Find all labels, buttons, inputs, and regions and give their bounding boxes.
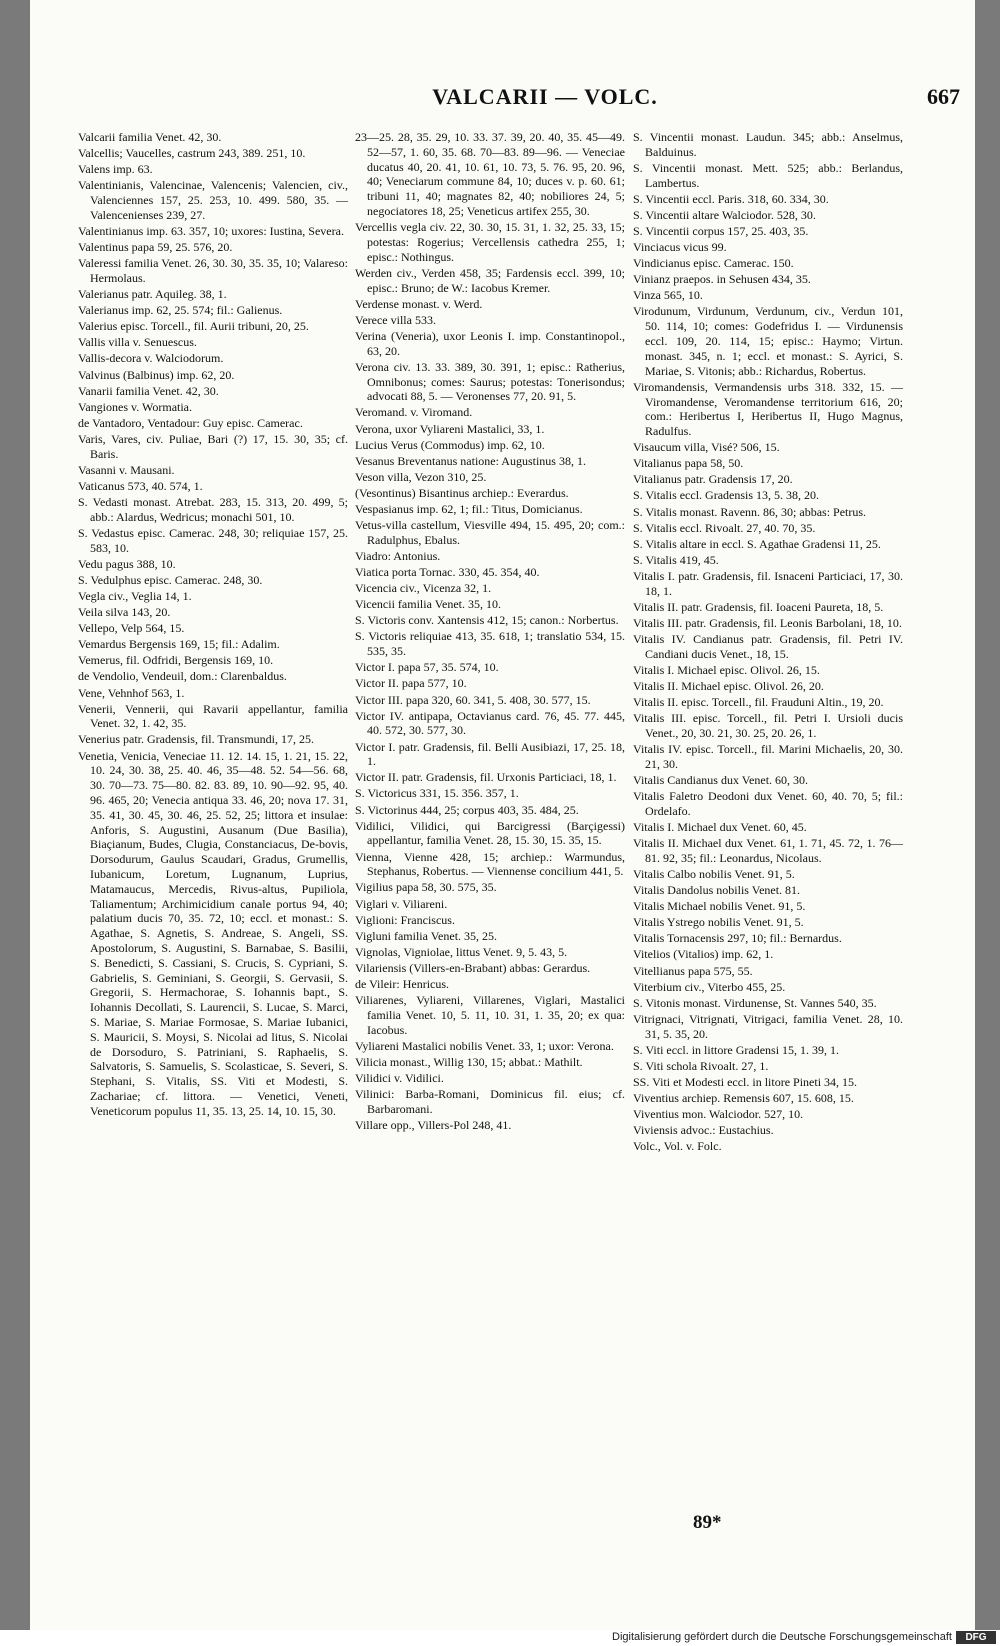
index-entry: Vilariensis (Villers-en-Brabant) abbas: Gerardus. [355, 960, 591, 975]
index-entry: Vilidici v. Vidilici. [355, 1070, 444, 1085]
index-entry: Verdense monast. v. Werd. [355, 296, 483, 311]
index-entry: S. Vitalis 419, 45. [633, 552, 719, 567]
index-entry: Valens imp. 63. [78, 162, 153, 177]
index-entry: Vitalis Ystrego nobilis Venet. 91, 5. [633, 915, 804, 930]
index-entry: Vitalis Michael nobilis Venet. 91, 5. [633, 899, 806, 914]
index-entry: Veson villa, Vezon 310, 25. [355, 469, 487, 484]
index-entry: Vitellianus papa 575, 55. [633, 963, 753, 978]
index-entry: S. Vincentii corpus 157, 25. 403, 35. [633, 223, 809, 238]
index-entry: Valvinus (Balbinus) imp. 62, 20. [78, 367, 235, 382]
index-entry: Viliarenes, Vyliareni, Villarenes, Viglari, Mastalici familia Venet. 10, 5. 11, 10. 31, 1. 35, 20; ex qua: Iacobus. [355, 993, 625, 1037]
index-entry: Vitalis Tornacensis 297, 10; fil.: Bernardus. [633, 931, 842, 946]
index-entry: Volc., Vol. v. Folc. [633, 1139, 722, 1154]
index-entry: Vinianz praepos. in Sehusen 434, 35. [633, 272, 811, 287]
index-entry: Vitalianus patr. Gradensis 17, 20. [633, 472, 793, 487]
signature-mark: 89* [693, 1512, 722, 1533]
index-entry: Vilinici: Barba-Romani, Dominicus fil. eius; cf. Barbaromani. [355, 1087, 625, 1116]
index-entry: Vicencii familia Venet. 35, 10. [355, 597, 502, 612]
running-title: VALCARII — VOLC. [432, 84, 658, 109]
index-entry: Valerianus patr. Aquileg. 38, 1. [78, 287, 227, 302]
index-entry: S. Vitalis monast. Ravenn. 86, 30; abbas: Petrus. [633, 504, 867, 519]
index-entry: Vinza 565, 10. [633, 288, 703, 303]
index-entry: Valerianus imp. 62, 25. 574; fil.: Galienus. [78, 303, 283, 318]
index-entry: Valentinianus imp. 63. 357, 10; uxores: Iustina, Severa. [78, 223, 344, 238]
index-column-right [633, 130, 903, 1155]
index-entry: Veila silva 143, 20. [78, 605, 171, 620]
index-entry: Vitalis Dandolus nobilis Venet. 81. [633, 883, 801, 898]
index-entry: Victor II. papa 577, 10. [355, 676, 467, 691]
index-entry: Viviensis advoc.: Eustachius. [633, 1123, 774, 1138]
index-entry: S. Vitonis monast. Virdunense, St. Vannes 540, 35. [633, 995, 877, 1010]
index-entry: Vitalis IV. Candianus patr. Gradensis, fil. Petri IV. Candiani ducis Venet., 18, 15. [633, 632, 903, 661]
index-entry: Victor I. patr. Gradensis, fil. Belli Ausibiazi, 17, 25. 18, 1. [355, 739, 625, 769]
index-entry: Victor III. papa 320, 60. 341, 5. 408, 30. 577, 15. [355, 692, 591, 707]
index-entry: Werden civ., Verden 458, 35; Fardensis eccl. 399, 10; episc.: Bruno; de W.: Iacobus Kremer. [355, 265, 625, 295]
index-entry: Vene, Vehnhof 563, 1. [78, 685, 185, 700]
index-entry: Vitalis II. Michael episc. Olivol. 26, 20. [633, 679, 824, 694]
index-entry: Venetia, Venicia, Veneciae 11. 12. 14. 15, 1. 21, 15. 22, 10. 24, 30. 38, 25. 40. 46, 35—48. 52. 54—56. 68, 30. 70—73. 75—80. 82. 83. 89, 10. 90—92. 95, 40. 96. 465, 20; Venecia antiqua 33. 46, 20; nova 17. 31, 35. 41, 30. 45, 30. 46, 25. 52, 25; littora et insulae: Anforis, S. Augustini, Ausanum (Due Basilia), Biaçianum, Budes, Clugia, Constanciacus, De-bovis, Dorsodurum, Gaulus Scaudari, Gradus, Grumellis, Iubanicum, Loretum, Lugnanum, Luprius, Matamaucus, Mercedis, Rivus-altus, Pupiliola, Taliamentum; Archimicidium canale portus 94, 40; palatium ducis 70, 35. 72, 10; eccl. et monast.: S. Agathae, S. Agnetis, S. Andreae, S. Angeli, SS. Apostolorum, S. Augustini, S. Barnabae, S. Basilii, S. Benedicti, S. Cassiani, S. Crucis, S. Cypriani, S. Gabrielis, S. Geminiani, S. Georgii, S. Gervasii, S. Gregorii, S. Hermachorae, S. Iohannis bapt., S. Iohannis Decollati, S. Laurencii, S. Lucae, S. Marci, S. Mariae, S. Mariae Formosae, S. Mariae Iubanici, S. Mauricii, S. Moysi, S. Nicolai ad litus, S. Nicolai de Dorsoduro, S. Patriniani, S. Raphaelis, S. Salvatoris, S. Samuelis, S. Scolasticae, S. Severi, S. Stephani, S. Vitalis, SS. Viti et Modesti, S. Zachariae; cf. littora. — Venetici, Veneti, Veneticorum populus 11, 35. 13, 25. 14, 10. 15, 30. [78, 748, 348, 1118]
index-entry: Vitalis II. patr. Gradensis, fil. Ioaceni Paureta, 18, 5. [633, 599, 884, 614]
index-entry: Verona civ. 13. 33. 389, 30. 391, 1; episc.: Ratherius, Omnibonus; comes: Saurus; potestas: Tonerisondus; advocati 88, 5. — Veronenses 77, 20. 91, 5. [355, 359, 625, 404]
index-entry: Vetus-villa castellum, Viesville 494, 15. 495, 20; com.: Radulphus, Ebalus. [355, 518, 625, 547]
index-entry: S. Victorinus 444, 25; corpus 403, 35. 484, 25. [355, 802, 579, 817]
index-entry: (Vesontinus) Bisantinus archiep.: Everardus. [355, 485, 569, 500]
index-entry: Vespasianus imp. 62, 1; fil.: Titus, Domicianus. [355, 501, 583, 516]
index-entry: Vienna, Vienne 428, 15; archiep.: Warmundus, Stephanus, Robertus. — Viennense concilium 441, 5. [355, 849, 625, 879]
index-entry: Viglari v. Viliareni. [355, 896, 448, 911]
index-entry: Vyliareni Mastalici nobilis Venet. 33, 1; uxor: Verona. [355, 1038, 614, 1053]
running-header [130, 84, 960, 112]
index-entry: Vigluni familia Venet. 35, 25. [355, 928, 498, 943]
index-entry: S. Victoris reliquiae 413, 35. 618, 1; translatio 534, 15. 535, 35. [355, 629, 625, 659]
index-entry: Victor II. patr. Gradensis, fil. Urxonis Particiaci, 18, 1. [355, 770, 617, 785]
index-entry: Vitrignaci, Vitrignati, Vitrigaci, familia Venet. 28, 10. 31, 5. 35, 20. [633, 1011, 903, 1041]
footer-credit: Digitalisierung gefördert durch die Deutsche Forschungsgemeinschaft [612, 1631, 952, 1643]
index-entry: Vitalis Faletro Deodoni dux Venet. 60, 40. 70, 5; fil.: Ordelafo. [633, 789, 903, 818]
index-entry: Viventius archiep. Remensis 607, 15. 608, 15. [633, 1090, 854, 1105]
index-entry: Valcellis; Vaucelles, castrum 243, 389. 251, 10. [78, 146, 306, 161]
index-entry: Valcarii familia Venet. 42, 30. [78, 130, 222, 144]
index-entry: Vitalis Candianus dux Venet. 60, 30. [633, 772, 809, 787]
index-entry: S. Vedasti monast. Atrebat. 283, 15. 313, 20. 499, 5; abb.: Alardus, Wedricus; monachi 501, 10. [78, 494, 348, 524]
index-column-left [78, 130, 348, 1120]
index-entry: S. Victoricus 331, 15. 356. 357, 1. [355, 786, 519, 801]
index-entry: Vercellis vegla civ. 22, 30. 30, 15. 31, 1. 32, 25. 33, 15; potestas: Rogerius; Vercellensis cathedra 255, 1; episc.: Nothingus. [355, 220, 625, 264]
index-entry: Vilicia monast., Willig 130, 15; abbat.: Mathilt. [355, 1054, 583, 1069]
dfg-logo: DFG [956, 1631, 996, 1644]
index-entry: S. Vedulphus episc. Camerac. 248, 30. [78, 572, 263, 587]
index-entry: S. Vincentii monast. Mett. 525; abb.: Berlandus, Lambertus. [633, 160, 903, 190]
index-entry: Victor I. papa 57, 35. 574, 10. [355, 660, 499, 675]
index-entry: S. Victoris conv. Xantensis 412, 15; canon.: Norbertus. [355, 613, 619, 628]
index-entry: S. Vincentii monast. Laudun. 345; abb.: Anselmus, Balduinus. [633, 130, 903, 159]
index-entry: S. Vitalis altare in eccl. S. Agathae Gradensi 11, 25. [633, 536, 881, 551]
index-entry: Vasanni v. Mausani. [78, 462, 175, 477]
index-entry: Virodunum, Virdunum, Verdunum, civ., Verdun 101, 50. 114, 10; comes: Godefridus I. — Virdunensis eccl. 109, 20. 114, 15; episc.: Haymo; Virtun. monast. 345, n. 1; eccl. et monast.: S. Ayrici, S. Mariae, S. Vitonis; abb.: Richardus, Robertus. [633, 304, 903, 378]
index-entry: Vaticanus 573, 40. 574, 1. [78, 478, 203, 493]
index-entry: Vegla civ., Veglia 14, 1. [78, 588, 192, 603]
index-column-middle [355, 130, 625, 1134]
index-entry: Vemerus, fil. Odfridi, Bergensis 169, 10. [78, 653, 274, 668]
index-entry: Vitalis II. episc. Torcell., fil. Frauduni Altin., 19, 20. [633, 695, 884, 710]
index-entry: Vitelios (Vitalios) imp. 62, 1. [633, 947, 774, 962]
index-entry: Vignolas, Vigniolae, littus Venet. 9, 5. 43, 5. [355, 944, 568, 959]
index-entry: Vallis-decora v. Walciodorum. [78, 351, 224, 366]
index-entry: Viatica porta Tornac. 330, 45. 354, 40. [355, 565, 540, 580]
index-entry: Vellepo, Velp 564, 15. [78, 621, 185, 636]
index-entry: S. Viti schola Rivoalt. 27, 1. [633, 1058, 769, 1073]
index-entry: S. Vitalis eccl. Gradensis 13, 5. 38, 20. [633, 488, 820, 503]
index-entry: Vinciacus vicus 99. [633, 240, 727, 255]
index-entry: Vitalis III. patr. Gradensis, fil. Leonis Barbolani, 18, 10. [633, 615, 902, 630]
index-entry: S. Vedastus episc. Camerac. 248, 30; reliquiae 157, 25. 583, 10. [78, 525, 348, 555]
index-entry: Vitalianus papa 58, 50. [633, 456, 744, 471]
index-entry: S. Vitalis eccl. Rivoalt. 27, 40. 70, 35. [633, 520, 816, 535]
index-entry: Varis, Vares, civ. Puliae, Bari (?) 17, 15. 30, 35; cf. Baris. [78, 431, 348, 461]
index-entry: de Vendolio, Vendeuil, dom.: Clarenbaldus. [78, 669, 287, 684]
index-entry: Vitalis I. Michael dux Venet. 60, 45. [633, 819, 807, 834]
index-entry: Villare opp., Villers-Pol 248, 41. [355, 1117, 512, 1132]
index-entry: Victor IV. antipapa, Octavianus card. 76, 45. 77. 445, 40. 572, 30. 577, 30. [355, 708, 625, 738]
footer-bar [0, 1630, 1000, 1646]
index-entry: S. Vincentii eccl. Paris. 318, 60. 334, 30. [633, 191, 829, 206]
index-entry: Vitalis I. Michael episc. Olivol. 26, 15. [633, 662, 820, 677]
index-entry: Vanarii familia Venet. 42, 30. [78, 383, 219, 398]
index-entry: Valentinianis, Valencinae, Valencenis; Valencien, civ., Valenciennes 157, 25. 253, 10. 499. 580, 35. — Valencenienses 239, 27. [78, 178, 348, 222]
index-entry: Vemardus Bergensis 169, 15; fil.: Adalim. [78, 637, 280, 652]
index-entry: Vallis villa v. Senuescus. [78, 335, 197, 350]
index-entry: Verona, uxor Vyliareni Mastalici, 33, 1. [355, 421, 545, 436]
index-entry: Vitalis II. Michael dux Venet. 61, 1. 71, 45. 72, 1. 76—81. 92, 35; fil.: Leonardus, Nicolaus. [633, 836, 903, 865]
index-entry: de Vileir: Henricus. [355, 977, 450, 992]
index-entry: Viadro: Antonius. [355, 548, 441, 563]
index-entry: Visaucum villa, Visé? 506, 15. [633, 440, 780, 455]
index-entry: Verece villa 533. [355, 312, 436, 327]
index-entry: SS. Viti et Modesti eccl. in litore Pineti 34, 15. [633, 1074, 858, 1089]
index-entry: Viromandensis, Vermandensis urbs 318. 332, 15. — Viromandense, Veromandense territorium 616, 20; com.: Heribertus I, Heribertus II, Hugo Magnus, Radulfus. [633, 379, 903, 439]
index-entry: Valentinus papa 59, 25. 576, 20. [78, 240, 233, 255]
index-entry: Vangiones v. Wormatia. [78, 399, 193, 414]
index-entry: Viventius mon. Walciodor. 527, 10. [633, 1107, 804, 1122]
index-entry: Vitalis Calbo nobilis Venet. 91, 5. [633, 866, 795, 881]
index-entry: Vigilius papa 58, 30. 575, 35. [355, 880, 497, 895]
index-entry: Vitalis III. episc. Torcell., fil. Petri I. Ursioli ducis Venet., 20, 30. 21, 30. 25, 20. 26, 1. [633, 711, 903, 740]
index-entry: Vitalis IV. episc. Torcell., fil. Marini Michaelis, 20, 30. 21, 30. [633, 742, 903, 771]
index-entry: Lucius Verus (Commodus) imp. 62, 10. [355, 437, 545, 452]
index-entry: Vicencia civ., Vicenza 32, 1. [355, 581, 492, 596]
index-entry: Vidilici, Vilidici, qui Barcigressi (Barçigessi) appellantur, familia Venet. 28, 15. 30, 15. 35, 15. [355, 818, 625, 848]
index-entry: Vedu pagus 388, 10. [78, 556, 176, 571]
index-entry: Vindicianus episc. Camerac. 150. [633, 256, 794, 271]
index-entry: de Vantadoro, Ventadour: Guy episc. Camerac. [78, 415, 303, 430]
index-entry: 23—25. 28, 35. 29, 10. 33. 37. 39, 20. 40, 35. 45—49. 52—57, 1. 60, 35. 68. 70—83. 89—96. — Veneciae ducatus 40, 20. 41, 10. 61, 10. 73, 5. 76. 95, 20. 96, 40; Veneciarum commune 84, 10; duces v. p. 60. 61; tribuni 11, 40; magnates 82, 40; nobiliores 24, 5; negociatores 18, 25; Veneticus artifex 255, 30. [355, 130, 625, 218]
index-entry: Vesanus Breventanus natione: Augustinus 38, 1. [355, 453, 586, 468]
index-entry: Venerius patr. Gradensis, fil. Transmundi, 17, 25. [78, 732, 314, 747]
index-entry: Vitalis I. patr. Gradensis, fil. Isnaceni Particiaci, 17, 30. 18, 1. [633, 568, 903, 598]
page-number: 667 [927, 84, 960, 109]
index-entry: Venerii, Vennerii, qui Ravarii appellantur, familia Venet. 32, 1. 42, 35. [78, 701, 348, 731]
index-entry: Viterbium civ., Viterbo 455, 25. [633, 979, 786, 994]
index-entry: Viglioni: Franciscus. [355, 912, 455, 927]
index-entry: S. Vincentii altare Walciodor. 528, 30. [633, 207, 816, 222]
index-entry: Veromand. v. Viromand. [355, 405, 473, 420]
index-entry: Valerius episc. Torcell., fil. Aurii tribuni, 20, 25. [78, 319, 309, 334]
index-entry: S. Viti eccl. in littore Gradensi 15, 1. 39, 1. [633, 1042, 840, 1057]
index-entry: Valeressi familia Venet. 26, 30. 30, 35. 35, 10; Valareso: Hermolaus. [78, 256, 348, 285]
index-entry: Verina (Veneria), uxor Leonis I. imp. Constantinopol., 63, 20. [355, 328, 625, 358]
